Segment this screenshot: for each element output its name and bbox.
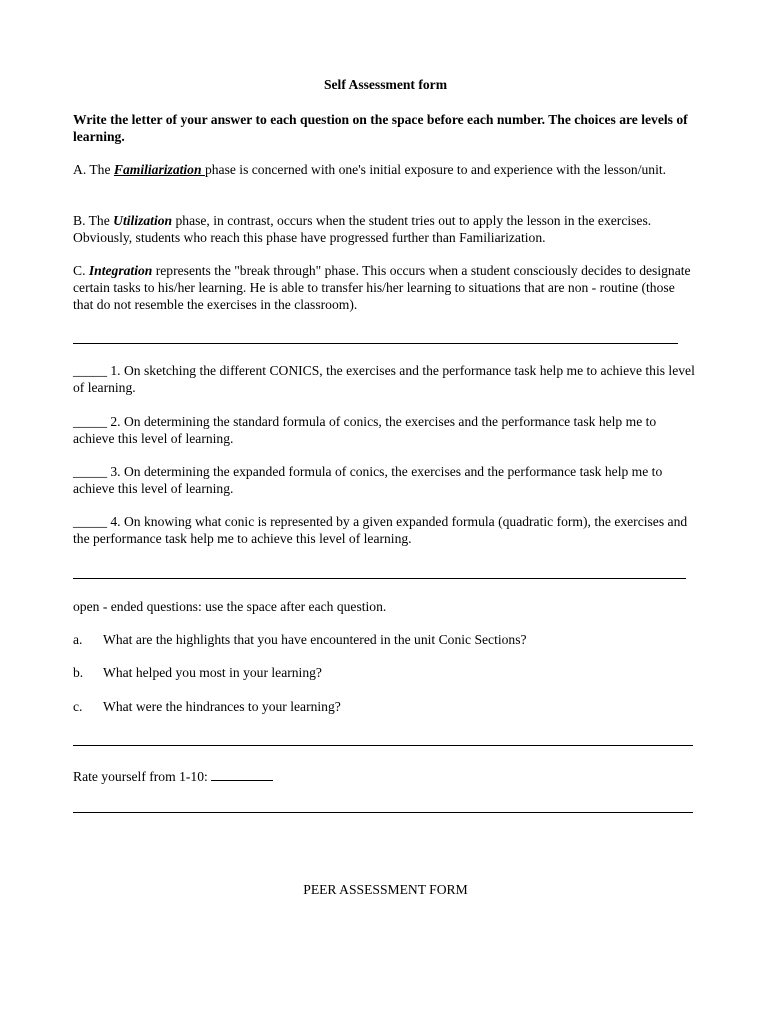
peer-assessment-title: PEER ASSESSMENT FORM [303,882,468,897]
divider-line [73,343,678,344]
choice-a-term: Familiarization [113,162,205,177]
choice-b-text: phase, in contrast, occurs when the student tries out to apply the lesson in the exercises. Obviously, students who reach this phase have progressed further than Familiarization. [73,213,652,245]
question-letter: b. [73,665,84,680]
open-ended-question [73,699,698,715]
choice-a-text: phase is concerned with one's initial exposure to and experience with the lesson/unit. [204,162,667,177]
choice-c-text: represents the "break through" phase. This occurs when a student consciously decides to designate certain tasks to his/her learning. He is able to transfer his/her learning to situations that are non - routine (those that do not resemble the exercises in the classroom). [73,263,691,312]
question-letter: c. [73,699,83,714]
assessment-item: _____ 1. On sketching the different CONICS, the exercises and the performance task help me to achieve this level of learning. [73,363,695,395]
open-ended-question [73,665,698,681]
choice-c-term: Integration [88,263,153,278]
choice-a [73,161,698,178]
form-title: Self Assessment form [323,77,448,92]
choice-b-term: Utilization [113,213,173,228]
question-text: What were the hindrances to your learning? [103,699,341,714]
assessment-item: _____ 4. On knowing what conic is represented by a given expanded formula (quadratic form), the exercises and the performance task help me to achieve this level of learning. [73,514,688,546]
choice-a-prefix: A. The [73,162,114,177]
rate-blank[interactable] [211,767,273,781]
question-text: What helped you most in your learning? [103,665,322,680]
choice-b-prefix: B. The [73,213,114,228]
assessment-item: _____ 2. On determining the standard formula of conics, the exercises and the performance task help me to achieve this level of learning. [73,414,657,446]
question-text: What are the highlights that you have encountered in the unit Conic Sections? [103,632,527,647]
divider-line [73,812,693,813]
rate-yourself [73,767,698,785]
open-ended-intro: open - ended questions: use the space after each question. [73,599,387,614]
question-letter: a. [73,632,83,647]
assessment-item: _____ 3. On determining the expanded formula of conics, the exercises and the performance task help me to achieve this level of learning. [73,464,663,496]
choice-c-prefix: C. [73,263,89,278]
divider-line [73,578,686,579]
rate-label: Rate yourself from 1-10: [73,769,212,784]
divider-line [73,745,693,746]
choice-c [73,262,698,313]
open-ended-question [73,632,698,648]
instructions: Write the letter of your answer to each question on the space before each number. The choices are levels of learning. [73,112,688,144]
choice-b [73,212,698,246]
